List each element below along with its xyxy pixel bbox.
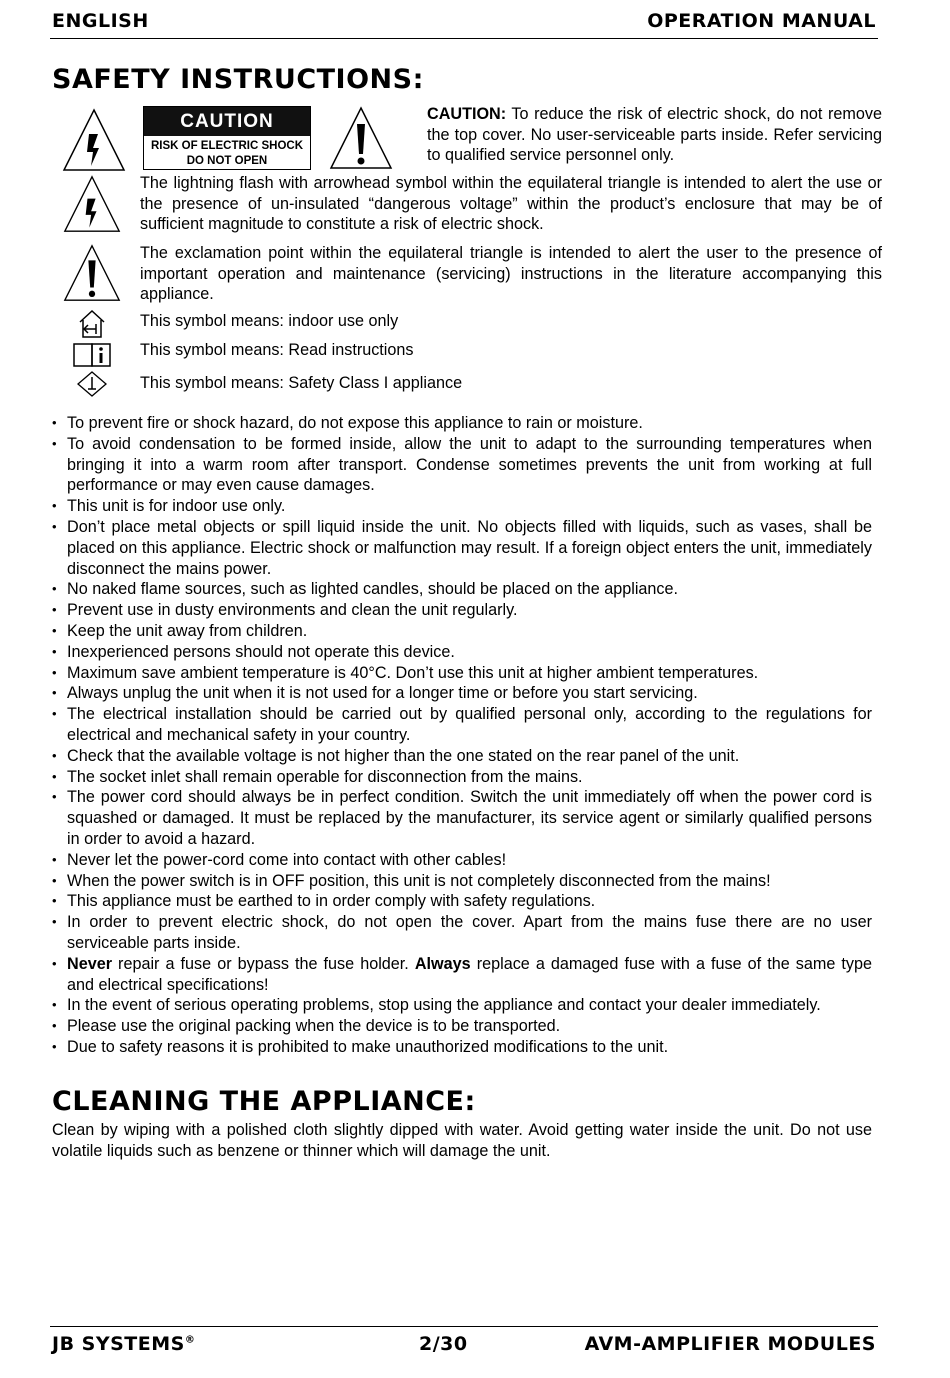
list-item: • Maximum save ambient temperature is 40°C. Don’t use this unit at higher ambient temperatures. bbox=[52, 663, 872, 684]
indoor-use-description: This symbol means: indoor use only bbox=[140, 312, 399, 330]
list-item: • The power cord should always be in perfect condition. Switch the unit immediately off when the power cord is squashed or damaged. It must be replaced by the manufacturer, its service agent or similarly qualified persons in order to avoid a hazard. bbox=[52, 787, 872, 849]
list-item: • Don’t place metal objects or spill liquid inside the unit. No objects filled with liquids, such as vases, shall be placed on this appliance. Electric shock or malfunction may result. If a foreign object enters the unit, immediately disconnect the mains power. bbox=[52, 517, 872, 579]
list-item: • In the event of serious operating problems, stop using the appliance and contact your dealer immediately. bbox=[52, 995, 872, 1016]
list-item: • To avoid condensation to be formed inside, allow the unit to adapt to the surrounding temperatures when bringing it into a warm room after transport. Condense sometimes prevents the unit from working at full performance or may even cause damages. bbox=[52, 434, 872, 496]
page-header bbox=[50, 8, 878, 39]
exclamation-warning-icon bbox=[329, 106, 393, 170]
list-item: • Due to safety reasons it is prohibited to make unauthorized modifications to the unit. bbox=[52, 1037, 872, 1058]
caution-label-line1: RISK OF ELECTRIC SHOCK bbox=[150, 140, 304, 152]
list-item: • Never let the power-cord come into contact with other cables! bbox=[52, 850, 872, 871]
lightning-description: The lightning flash with arrowhead symbol within the equilateral triangle is intended to alert the use or the presence of un-insulated “dangerous voltage” within the product’s enclosure that may be of sufficient magnitude to constitute a risk of electric shock. bbox=[140, 174, 882, 233]
safety-class-icon bbox=[76, 370, 108, 398]
footer-product-name: AVM-AMPLIFIER MODULES bbox=[584, 1333, 876, 1355]
list-item: • Check that the available voltage is not higher than the one stated on the rear panel of the unit. bbox=[52, 746, 872, 767]
fuse-text-2: replace a damaged fuse with a fuse of the same type and electrical specifications! bbox=[67, 954, 872, 994]
exclamation-description: The exclamation point within the equilateral triangle is intended to alert the user to the presence of important operation and maintenance (servicing) instructions in the literature accompanying this appliance. bbox=[140, 244, 882, 303]
safety-title: SAFETY INSTRUCTIONS: bbox=[52, 64, 424, 95]
caution-label-line2: DO NOT OPEN bbox=[186, 155, 268, 167]
caution-label bbox=[143, 106, 311, 170]
list-item: • This appliance must be earthed to in order comply with safety regulations. bbox=[52, 891, 872, 912]
list-item: • No naked flame sources, such as lighted candles, should be placed on the appliance. bbox=[52, 579, 872, 600]
fuse-never: Never bbox=[67, 954, 112, 973]
list-item: • The socket inlet shall remain operable for disconnection from the mains. bbox=[52, 767, 872, 788]
list-item: • To prevent fire or shock hazard, do not expose this appliance to rain or moisture. bbox=[52, 413, 872, 434]
list-item: • Always unplug the unit when it is not used for a longer time or before you start servicing. bbox=[52, 683, 872, 704]
cleaning-text: Clean by wiping with a polished cloth slightly dipped with water. Avoid getting water inside the unit. Do not use volatile liquids such as benzene or thinner which will damage the unit. bbox=[52, 1121, 872, 1160]
exclamation-symbol-icon bbox=[62, 244, 122, 302]
caution-text bbox=[427, 104, 882, 166]
list-item-fuse bbox=[52, 954, 872, 996]
list-item: • In order to prevent electric shock, do not open the cover. Apart from the mains fuse there are no user serviceable parts inside. bbox=[52, 912, 872, 954]
footer-brand-name: JB SYSTEMS bbox=[52, 1333, 185, 1355]
list-item: • Inexperienced persons should not operate this device. bbox=[52, 642, 872, 663]
caution-text-bold: CAUTION: bbox=[427, 105, 507, 123]
lightning-warning-icon bbox=[62, 108, 126, 172]
header-manual-title: OPERATION MANUAL bbox=[647, 10, 876, 32]
read-instructions-icon bbox=[72, 338, 112, 368]
list-item: • Please use the original packing when the device is to be transported. bbox=[52, 1016, 872, 1037]
caution-text-body: To reduce the risk of electric shock, do not remove the top cover. No user-serviceable parts inside. Refer servicing to qualified service personnel only. bbox=[427, 105, 882, 164]
caution-label-title: CAUTION bbox=[144, 107, 310, 136]
cleaning-title: CLEANING THE APPLIANCE: bbox=[52, 1086, 476, 1117]
list-item: • This unit is for indoor use only. bbox=[52, 496, 872, 517]
footer-registered-mark: ® bbox=[184, 1334, 196, 1346]
read-instructions-description: This symbol means: Read instructions bbox=[140, 341, 414, 359]
list-item: • The electrical installation should be carried out by qualified personal only, according to the regulations for electrical and mechanical safety in your country. bbox=[52, 704, 872, 746]
list-item: • Keep the unit away from children. bbox=[52, 621, 872, 642]
indoor-use-icon bbox=[78, 309, 106, 339]
fuse-always: Always bbox=[414, 954, 471, 973]
page-footer bbox=[50, 1326, 878, 1359]
lightning-symbol-icon bbox=[62, 175, 122, 233]
safety-class-description: This symbol means: Safety Class I appliance bbox=[140, 374, 463, 392]
fuse-text-1: repair a fuse or bypass the fuse holder. bbox=[112, 954, 415, 973]
list-item: • Prevent use in dusty environments and clean the unit regularly. bbox=[52, 600, 872, 621]
footer-brand bbox=[52, 1333, 195, 1355]
header-language: ENGLISH bbox=[52, 10, 149, 32]
safety-bullet-list bbox=[52, 413, 872, 1058]
list-item: • When the power switch is in OFF position, this unit is not completely disconnected from the mains! bbox=[52, 871, 872, 892]
footer-page-number: 2/30 bbox=[419, 1333, 468, 1355]
